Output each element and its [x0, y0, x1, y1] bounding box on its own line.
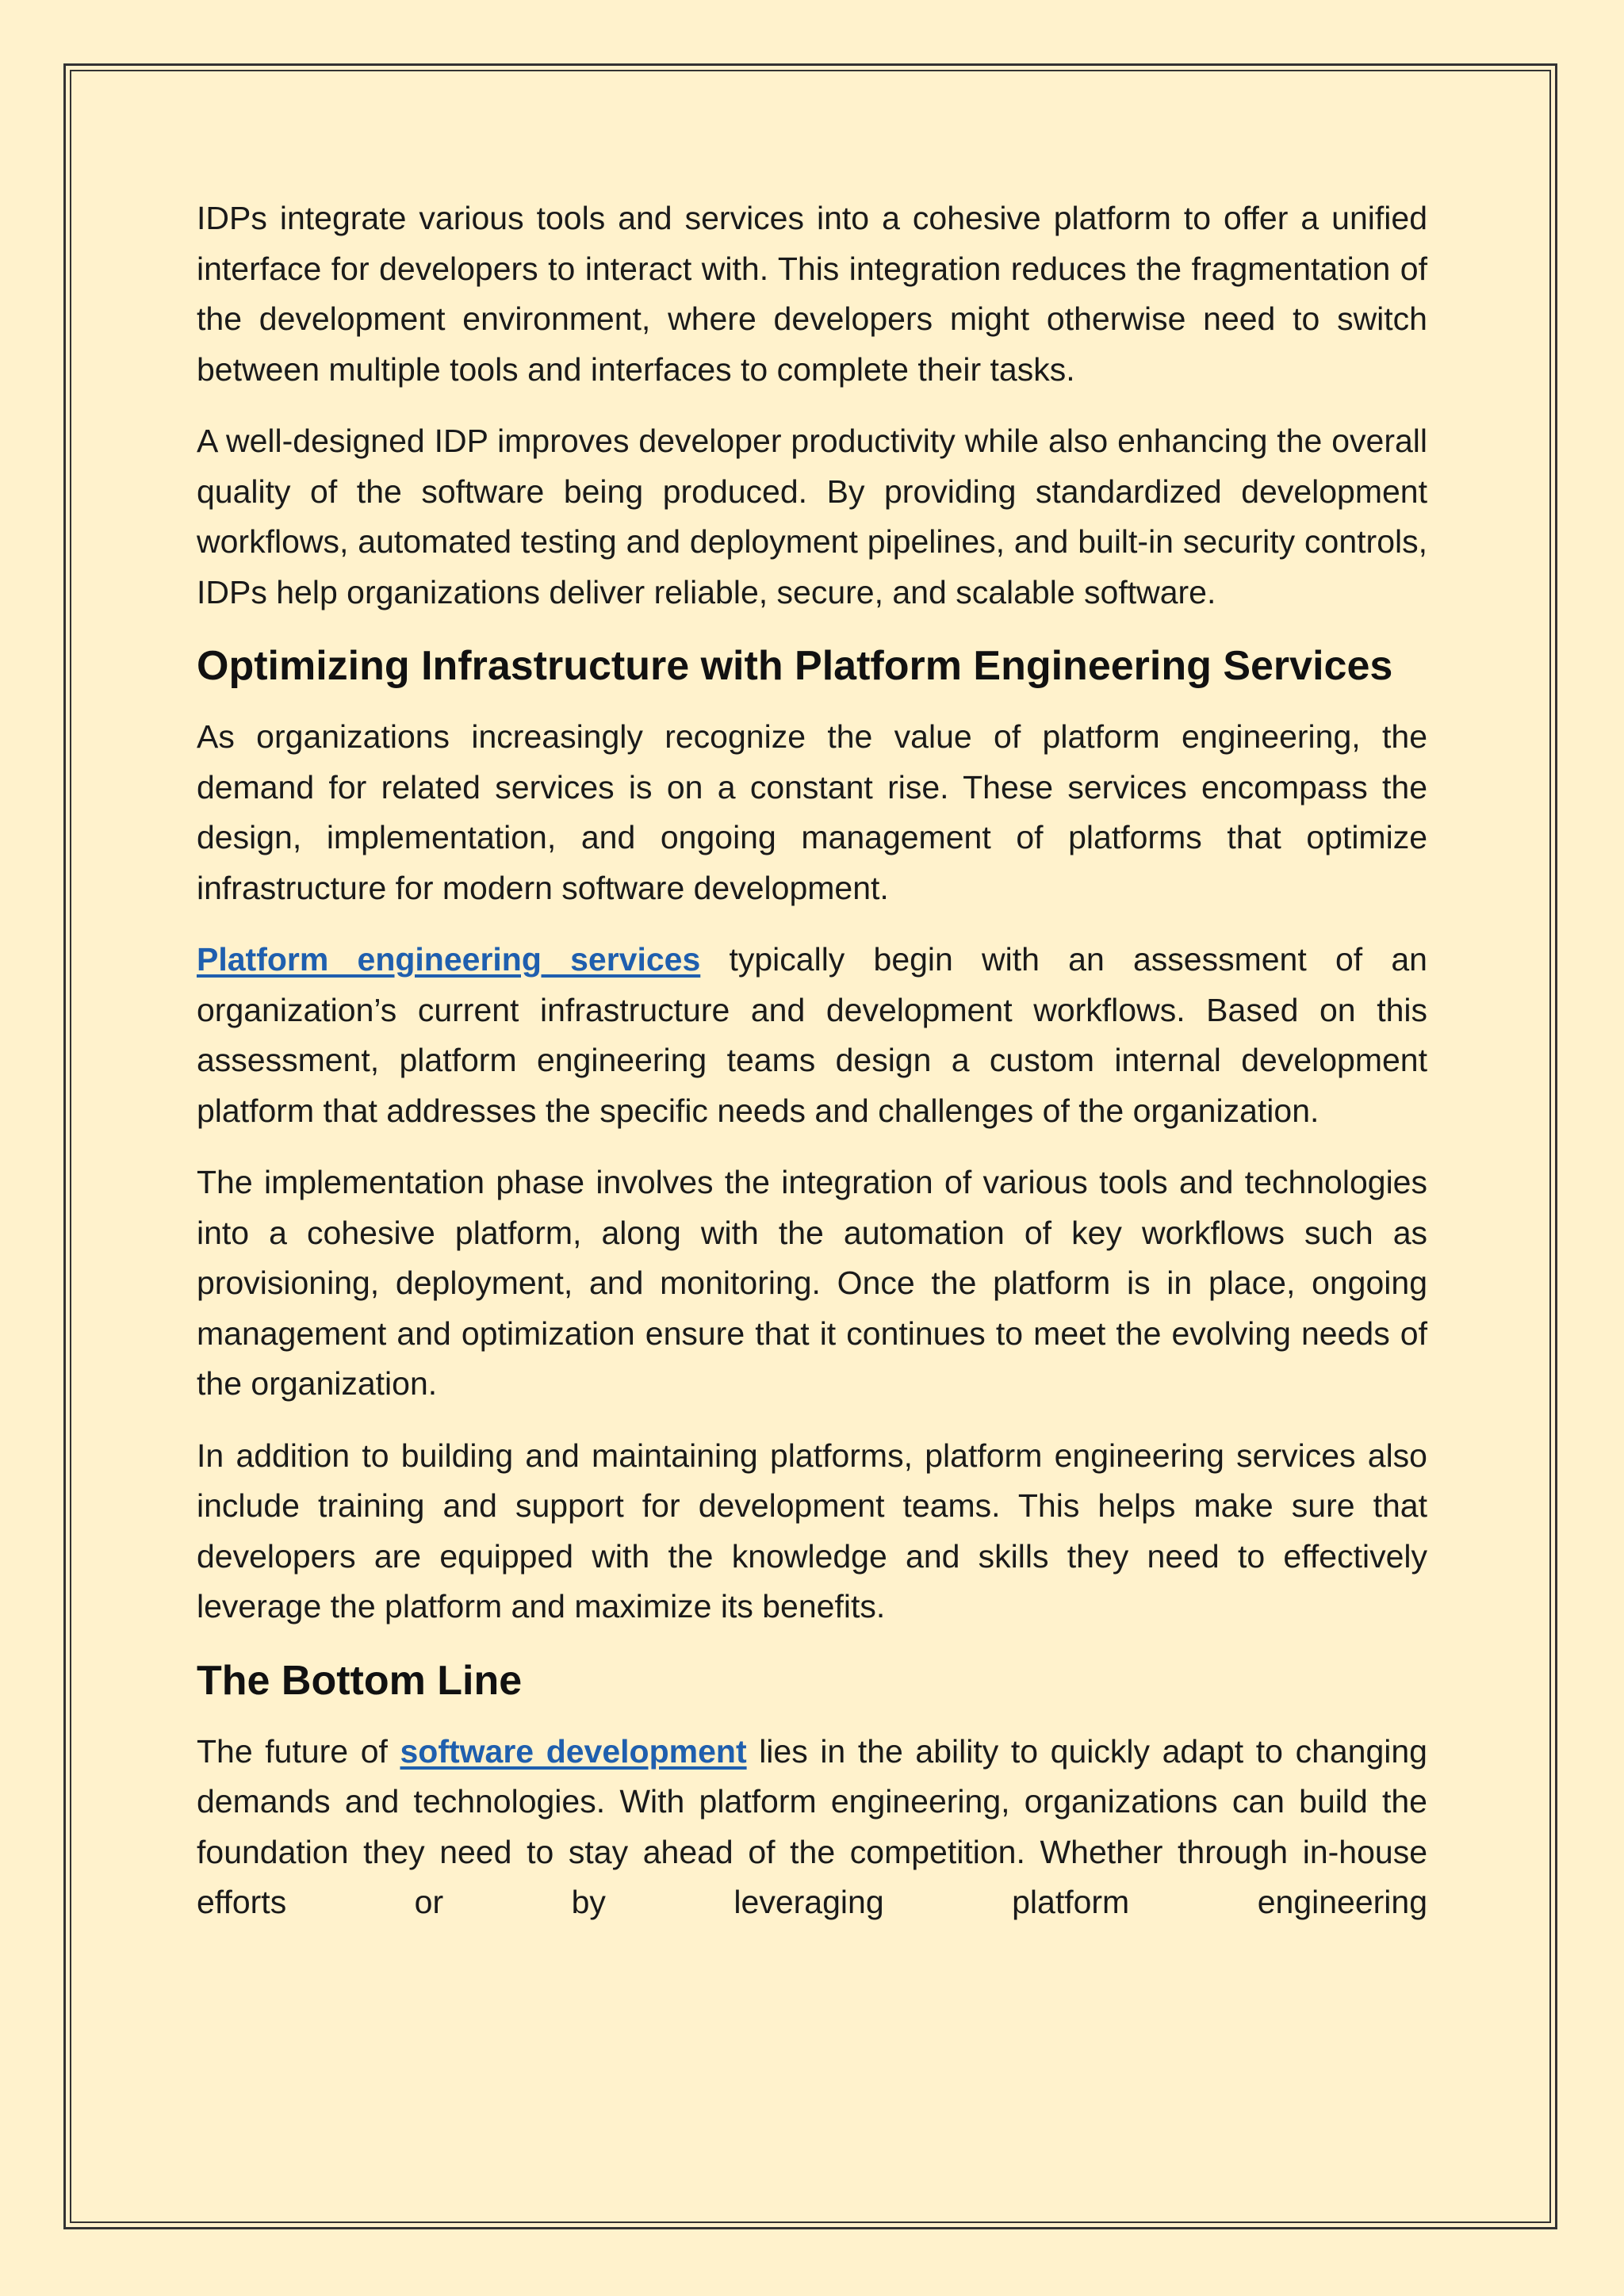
software-development-link[interactable]: software development: [400, 1732, 747, 1770]
paragraph-future-software: [197, 1727, 1427, 1928]
paragraph-idp-integration: IDPs integrate various tools and services into a cohesive platform to offer a unified interface for developers to interact with. This integration reduces the fragmentation of the development environment, where developers might otherwise need to switch between multiple tools and interfaces to complete their tasks.: [197, 200, 1427, 388]
section-heading-bottom-line: The Bottom Line: [197, 1657, 523, 1704]
paragraph-services-assessment: [197, 935, 1427, 1136]
paragraph-idp-quality: A well-designed IDP improves developer productivity while also enhancing the overall quality of the software being produced. By providing standardized development workflows, automated testing and deployment pipelines, and built-in security controls, IDPs help organizations deliver reliable, secure, and scalable software.: [197, 423, 1427, 610]
paragraph-implementation-phase: The implementation phase involves the integration of various tools and technologies into a cohesive platform, along with the automation of key workflows such as provisioning, deployment, and monitoring. Once the platform is in place, ongoing management and optimization ensure that it continues to meet the evolving needs of the organization.: [197, 1164, 1427, 1402]
document-body: [197, 193, 1427, 1950]
paragraph-services-assessment-text: typically begin with an assessment of an organization’s current infrastructure and development workflows. Based on this assessment, platform engineering teams design a custom internal development platform that addresses the specific needs and challenges of the organization.: [197, 941, 1427, 1129]
paragraph-future-rest-text: lies in the ability to quickly adapt to changing demands and technologies. With platform engineering, organizations can build the foundation they need to stay ahead of the competition. Whether through in-house efforts or by leveraging platform engineering: [197, 1732, 1427, 1920]
section-heading-optimizing-infrastructure: Optimizing Infrastructure with Platform Engineering Services: [197, 643, 1393, 689]
paragraph-training-support: In addition to building and maintaining platforms, platform engineering services also include training and support for development teams. This helps make sure that developers are equipped with the knowledge and skills they need to effectively leverage the platform and maximize its benefits.: [197, 1437, 1427, 1624]
paragraph-future-lead-text: The future of: [197, 1732, 400, 1770]
platform-engineering-services-link[interactable]: Platform engineering services: [197, 941, 701, 978]
paragraph-services-demand: As organizations increasingly recognize the value of platform engineering, the demand for related services is on a constant rise. These services encompass the design, implementation, and ongoing management of platforms that optimize infrastructure for modern software development.: [197, 718, 1427, 906]
